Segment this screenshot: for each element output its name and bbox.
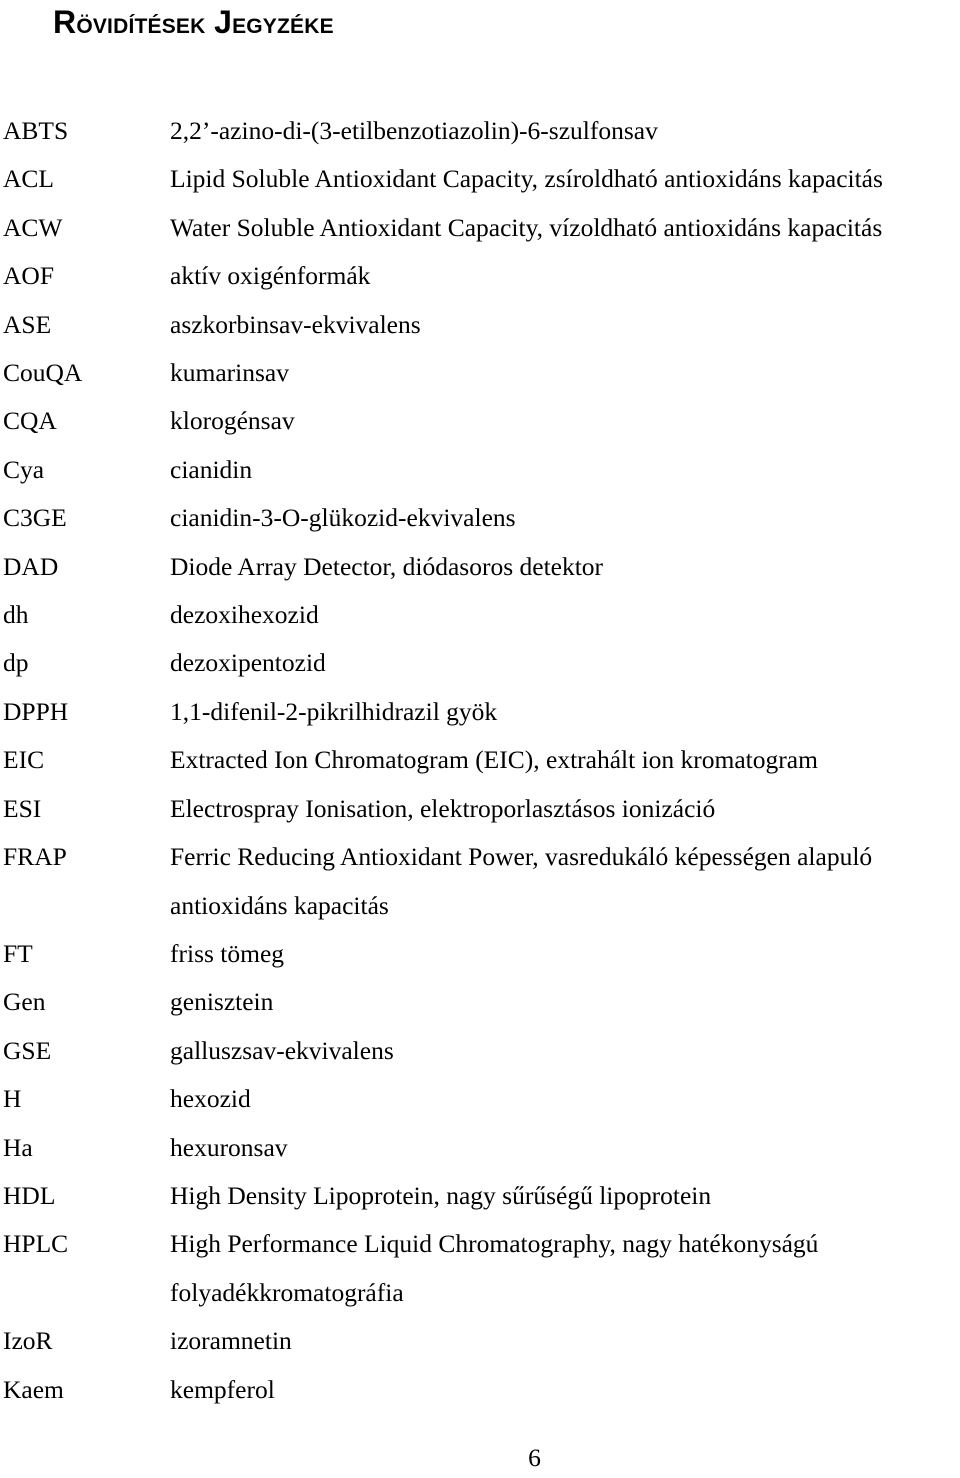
definition-line: klorogénsav: [170, 406, 295, 436]
abbreviation-definition: [170, 155, 960, 203]
definition-line: cianidin-3-O-glükozid-ekvivalens: [170, 503, 516, 533]
abbreviation-row: [0, 1366, 960, 1414]
abbreviation-row: [0, 736, 960, 784]
definition-line: 1,1-difenil-2-pikrilhidrazil gyök: [170, 696, 498, 726]
abbreviation-row: [0, 1172, 960, 1220]
abbreviation-term: FRAP: [3, 842, 67, 872]
abbreviation-term: dh: [3, 600, 29, 630]
abbreviation-definition: [170, 349, 960, 397]
abbreviation-term: H: [3, 1084, 22, 1114]
definition-line: Water Soluble Antioxidant Capacity, vízoldható antioxidáns kapacitás: [170, 212, 883, 242]
abbreviation-term: CouQA: [3, 358, 83, 388]
heading-space: [206, 7, 215, 40]
abbreviation-definition: [170, 1317, 960, 1365]
abbreviation-term: Gen: [3, 987, 46, 1017]
definition-line: kempferol: [170, 1374, 275, 1404]
abbreviation-definition: [170, 204, 960, 252]
abbreviation-row: [0, 1027, 960, 1075]
abbreviation-definition: [170, 301, 960, 349]
page-number: 6: [528, 1443, 541, 1472]
abbreviation-term: DPPH: [3, 696, 69, 726]
abbreviation-definition: [170, 930, 960, 978]
definition-line: hexuronsav: [170, 1132, 288, 1162]
abbreviation-row: [0, 397, 960, 445]
abbreviation-row: [0, 785, 960, 833]
definition-line: izoramnetin: [170, 1326, 292, 1356]
abbreviation-row: [0, 833, 960, 930]
definition-line: aktív oxigénformák: [170, 261, 371, 291]
definition-line: kumarinsav: [170, 358, 289, 388]
abbreviation-definition: [170, 978, 960, 1026]
heading-initial-j: J: [214, 4, 233, 40]
abbreviation-definition: [170, 1027, 960, 1075]
abbreviation-row: [0, 1317, 960, 1365]
abbreviation-definition: [170, 252, 960, 300]
abbreviation-term: GSE: [3, 1035, 52, 1065]
abbreviation-row: [0, 1124, 960, 1172]
abbreviation-definition: [170, 1172, 960, 1220]
abbreviation-row: [0, 204, 960, 252]
abbreviation-term: C3GE: [3, 503, 67, 533]
abbreviation-row: [0, 930, 960, 978]
abbreviation-row: [0, 591, 960, 639]
abbreviation-term: AOF: [3, 261, 55, 291]
definition-line: Diode Array Detector, diódasoros detektor: [170, 551, 604, 581]
abbreviation-definition: [170, 736, 960, 784]
abbreviation-definition: [170, 1366, 960, 1414]
abbreviation-row: [0, 494, 960, 542]
abbreviation-definition: [170, 107, 960, 155]
abbreviation-row: [0, 252, 960, 300]
definition-line: aszkorbinsav-ekvivalens: [170, 309, 421, 339]
abbreviation-term: EIC: [3, 745, 45, 775]
abbreviation-term: ABTS: [3, 116, 69, 145]
definition-line: Extracted Ion Chromatogram (EIC), extrahált ion kromatogram: [170, 745, 818, 775]
abbreviation-definition: [170, 1075, 960, 1123]
definition-line: genisztein: [170, 987, 274, 1017]
definition-line: antioxidáns kapacitás: [170, 890, 389, 920]
heading-initial-r: R: [53, 4, 77, 40]
abbreviation-term: Cya: [3, 454, 45, 484]
definition-line: Electrospray Ionisation, elektroporlasztásos ionizáció: [170, 793, 716, 823]
abbreviation-term: HDL: [3, 1180, 56, 1210]
abbreviation-term: IzoR: [3, 1326, 53, 1356]
abbreviation-row: [0, 107, 960, 155]
abbreviation-definition: [170, 543, 960, 591]
abbreviation-definition: [170, 591, 960, 639]
abbreviation-row: [0, 1220, 960, 1317]
definition-line: cianidin: [170, 454, 253, 484]
definition-line: High Performance Liquid Chromatography, nagy hatékonyságú: [170, 1229, 819, 1259]
heading-word-2-rest: egyzéke: [232, 7, 334, 40]
definition-line: folyadékkromatográfia: [170, 1277, 404, 1307]
abbreviation-list: [0, 107, 960, 1414]
abbreviation-definition: [170, 1220, 960, 1317]
abbreviation-term: dp: [3, 648, 29, 678]
abbreviation-term: ESI: [3, 793, 42, 823]
abbreviation-definition: [170, 1124, 960, 1172]
abbreviation-term: ACL: [3, 164, 54, 194]
abbreviation-term: CQA: [3, 406, 57, 436]
abbreviation-term: Ha: [3, 1132, 33, 1162]
abbreviation-term: DAD: [3, 551, 59, 581]
abbreviation-row: [0, 446, 960, 494]
abbreviation-definition: [170, 785, 960, 833]
definition-line: High Density Lipoprotein, nagy sűrűségű lipoprotein: [170, 1180, 712, 1210]
abbreviation-term: ASE: [3, 309, 52, 339]
abbreviation-term: HPLC: [3, 1229, 69, 1259]
definition-line: hexozid: [170, 1084, 251, 1114]
definition-line: Lipid Soluble Antioxidant Capacity, zsíroldható antioxidáns kapacitás: [170, 164, 883, 194]
abbreviation-row: [0, 978, 960, 1026]
heading-word-1-rest: övidítések: [76, 7, 206, 40]
definition-line: galluszsav-ekvivalens: [170, 1035, 394, 1065]
abbreviation-row: [0, 1075, 960, 1123]
page-heading: [53, 2, 334, 44]
abbreviation-row: [0, 349, 960, 397]
abbreviation-row: [0, 639, 960, 687]
abbreviation-definition: [170, 639, 960, 687]
definition-line: dezoxihexozid: [170, 600, 319, 630]
definition-line: Ferric Reducing Antioxidant Power, vasredukáló képességen alapuló: [170, 842, 873, 872]
abbreviation-term: ACW: [3, 212, 63, 242]
abbreviation-row: [0, 688, 960, 736]
abbreviation-definition: [170, 397, 960, 445]
abbreviation-definition: [170, 833, 960, 930]
definition-line: friss tömeg: [170, 938, 285, 968]
abbreviation-row: [0, 155, 960, 203]
definition-line: 2,2’-azino-di-(3-etilbenzotiazolin)-6-szulfonsav: [170, 116, 658, 145]
abbreviation-definition: [170, 446, 960, 494]
abbreviation-row: [0, 543, 960, 591]
abbreviation-term: Kaem: [3, 1374, 64, 1404]
abbreviation-definition: [170, 688, 960, 736]
abbreviation-term: FT: [3, 938, 33, 968]
abbreviation-row: [0, 301, 960, 349]
definition-line: dezoxipentozid: [170, 648, 326, 678]
abbreviation-definition: [170, 494, 960, 542]
